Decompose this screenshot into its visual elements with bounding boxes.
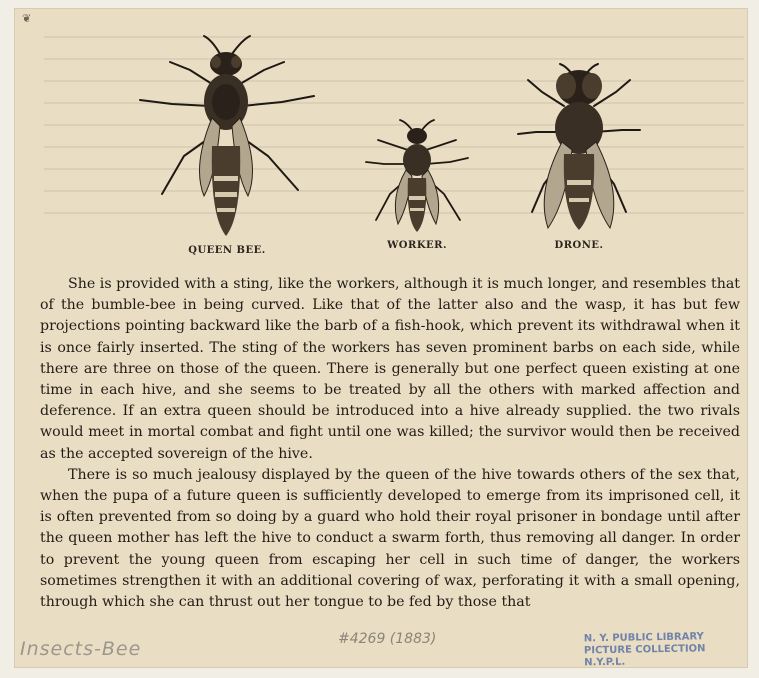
queen-bee-caption: QUEEN BEE.: [188, 245, 266, 256]
queen-bee-engraving-icon: [132, 26, 322, 241]
worker-bee-caption: WORKER.: [387, 240, 447, 251]
worker-bee-engraving-icon: [362, 116, 472, 236]
drone-bee-caption: DRONE.: [554, 240, 604, 251]
library-stamp: [584, 631, 745, 670]
paragraph-2: There is so much jealousy displayed by the queen of the hive towards others of the sex that, when the pupa of a future queen is sufficiently developed to emerge from its imprisoned cell, it is often prevented from so doing by a guard who hold their royal prisoner in bondage until after the queen mother has left the hive to conduct a swarm forth, thus removing all danger. In order to prevent the young queen from escaping her cell in such time of danger, the workers sometimes strengthen it with an additional covering of wax, perforating it with a small opening, through which she can thrust out her tongue to be fed by those that: [40, 466, 740, 611]
paragraph-1: She is provided with a sting, like the workers, although it is much longer, and resembles that of the bumble-bee in being curved. Like that of the latter also and the wasp, it has but few projections pointing backward like the barb of a fish-hook, which prevent its withdrawal when it is once fairly inserted. The sting of the workers has seven prominent barbs on each side, while there are three on those of the queen. There is generally but one perfect queen existing at one time in each hive, and she seems to be treated by all the others with marked affection and deference. If an extra queen should be introduced into a hive already supplied. the two rivals would meet in mortal combat and fight until one was killed; the survivor would then be received as the accepted sovereign of the hive.: [40, 276, 740, 462]
stamp-line-2: PICTURE COLLECTION: [583, 643, 706, 657]
corner-mark-icon: ❦: [22, 12, 32, 25]
drone-bee-engraving-icon: [514, 62, 644, 236]
call-number: #4269 (1883): [338, 631, 437, 647]
newspaper-clipping: [14, 8, 748, 668]
stamp-line-1: N. Y. PUBLIC LIBRARY: [583, 631, 704, 645]
pencil-subject-label: Insects-Bee: [20, 638, 142, 660]
article-body: [40, 274, 740, 613]
queen-bee-figure: [132, 26, 322, 256]
drone-bee-figure: [509, 62, 649, 251]
worker-bee-figure: [357, 116, 477, 251]
stamp-line-3: N.Y.P.L.: [584, 656, 626, 669]
